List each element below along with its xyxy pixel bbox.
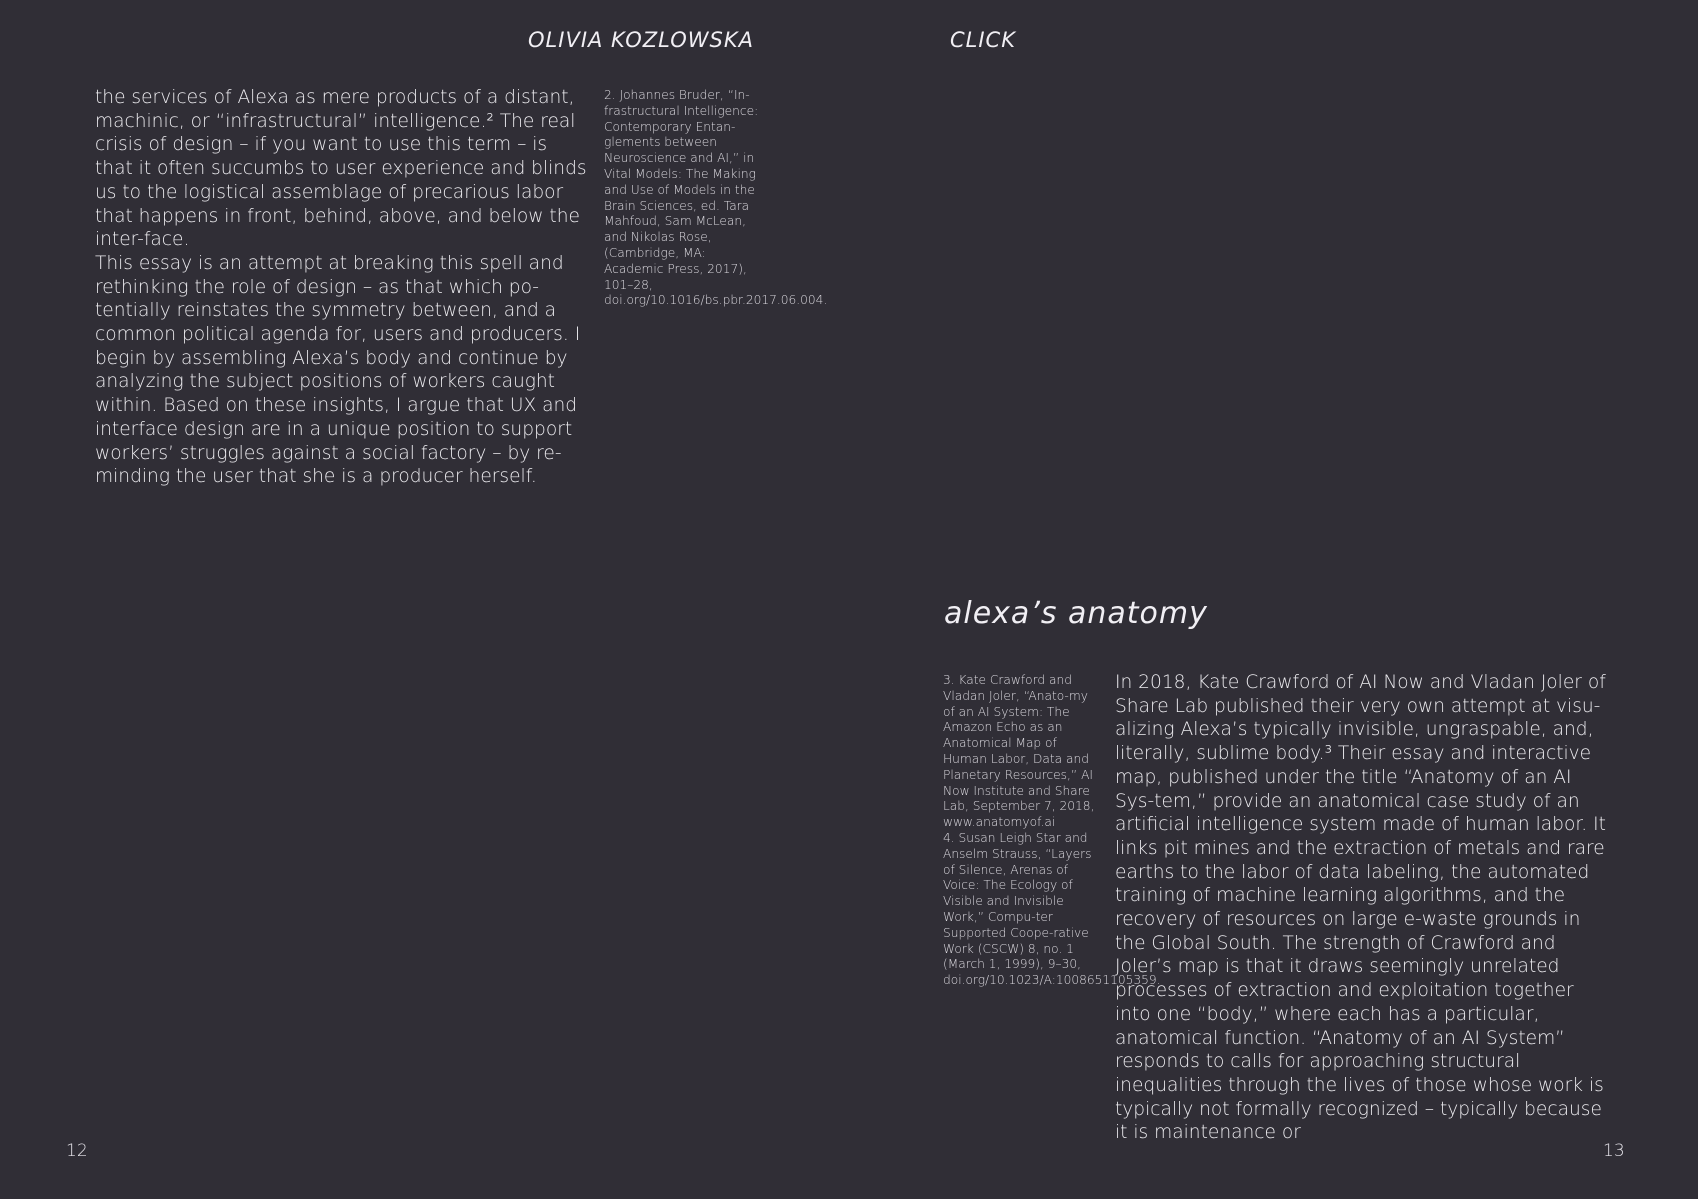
body-paragraph: This essay is an attempt at breaking this spell and rethinking the role of design – as that which po-tentially reinstates the symmetry between, and a common political agenda for, users and producers. I begin by assembling Alexa’s body and continue by analyzing the subject positions of workers caught within. Based on these insights, I argue that UX and interface design are in a unique position to support workers’ struggles against a social factory – by re-minding the user that she is a producer herself. <box>95 252 581 488</box>
running-head-publication: CLICK <box>950 28 1016 52</box>
page-number-left: 12 <box>66 1141 88 1161</box>
page-number-right: 13 <box>1603 1141 1625 1161</box>
right-page-body <box>1115 671 1615 1145</box>
body-paragraph: In 2018, Kate Crawford of AI Now and Vladan Joler of Share Lab published their very own attempt at visu-alizing Alexa’s typically invisible, ungraspable, and, literally, sublime body.³ Their essay and interactive map, published under the title “Anatomy of an AI Sys-tem,” provide an anatomical case study of an artificial intelligence system made of human labor. It links pit mines and the extraction of metals and rare earths to the labor of data labeling, the automated training of machine learning algorithms, and the recovery of resources on large e-waste grounds in the Global South. The strength of Crawford and Joler’s map is that it draws seemingly unrelated processes of extraction and exploitation together into one “body,” where each has a particular, anatomical function. “Anatomy of an AI System” responds to calls for approaching structural inequalities through the lives of those whose work is typically not formally recognized – typically because it is maintenance or <box>1115 672 1606 1144</box>
footnote-sidebar-left <box>604 88 828 309</box>
left-page-body <box>95 86 589 489</box>
footnote: 3. Kate Crawford and Vladan Joler, “Anato-my of an AI System: The Amazon Echo as an Anatomical Map of Human Labor, Data and Planetary Resources,” AI Now Institute and Share Lab, September 7, 2018, www.anatomyof.ai <box>943 673 1095 830</box>
footnote: 2. Johannes Bruder, “In-frastructural Intelligence: Contemporary Entan-glements between Neuroscience and AI,” in Vital Models: The Making and Use of Models in the Brain Sciences, ed. Tara Mahfoud, Sam McLean, and Nikolas Rose, (Cambridge, MA: Academic Press, 2017), 101–28, doi.org/10.1016/bs.pbr.2017.06.004. <box>604 88 828 308</box>
footnote-sidebar-right <box>943 673 1161 989</box>
footnote: 4. Susan Leigh Star and Anselm Strauss, “Layers of Silence, Arenas of Voice: The Ecology of Visible and Invisible Work,” Compu-ter Supported Coope-rative Work (CSCW) 8, no. 1 (March 1, 1999), 9–30, doi.org/10.1023/A:1008651105359. <box>943 830 1161 988</box>
body-paragraph: the services of Alexa as mere products of a distant, machinic, or “infrastructural” intelligence.² The real crisis of design – if you want to use this term – is that it often succumbs to user experience and blinds us to the logistical assemblage of precarious labor that happens in front, behind, above, and below the inter-face. <box>95 87 587 251</box>
section-heading: alexa’s anatomy <box>944 596 1208 631</box>
running-head-author: OLIVIA KOZLOWSKA <box>528 28 754 52</box>
